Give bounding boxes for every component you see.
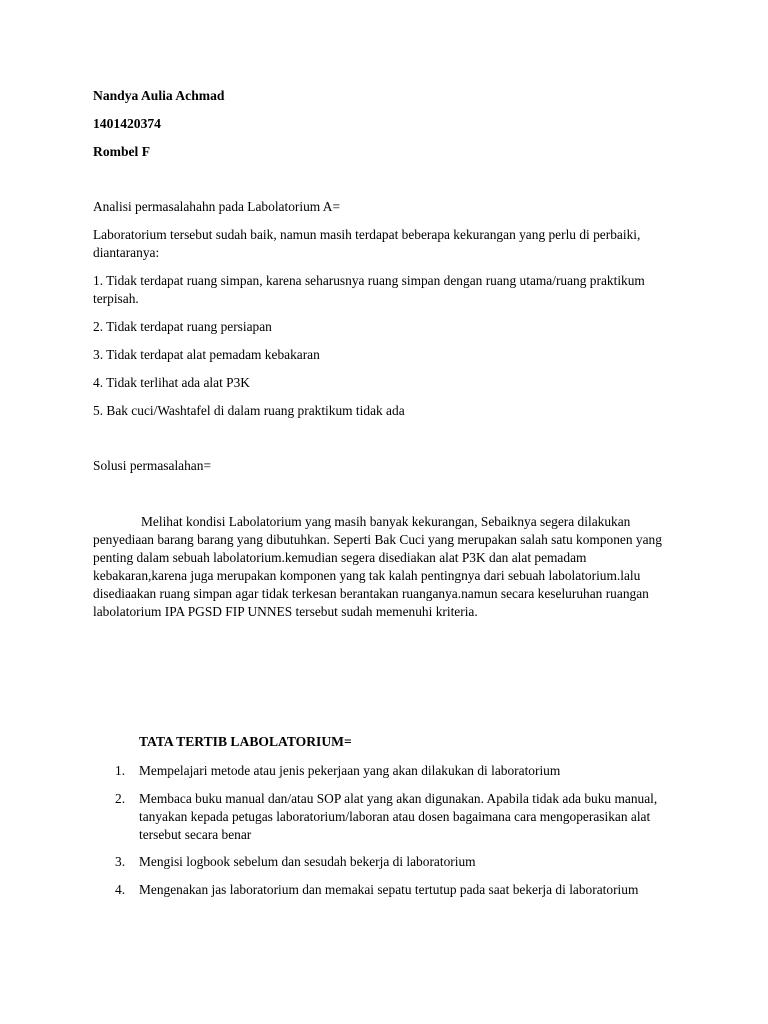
rule-item-2 [115, 790, 675, 844]
author-name: Nandya Aulia Achmad [93, 88, 225, 103]
solution-title: Solusi permasalahan= [93, 458, 211, 473]
rule-text: Mengenakan jas laboratorium dan memakai sepatu tertutup pada saat bekerja di laboratorium [139, 882, 639, 897]
solution-paragraph-text: Melihat kondisi Labolatorium yang masih banyak kekurangan, Sebaiknya segera dilakukan penyediaan barang barang yang dibutuhkan. Seperti Bak Cuci yang merupakan salah satu komponen yang penting dalam sebuah labolatorium.kemudian segera disediakan alat P3K dan alat pemadam kebakaran,karena juga merupakan komponen yang tak kalah pentingnya dari sebuah labolatorium.lalu disediaakan ruang simpan agar tidak terkesan berantakan ruanganya.namun secara keseluruhan ruangan labolatorium IPA PGSD FIP UNNES tersebut sudah memenuhi kriteria. [93, 514, 662, 619]
analysis-intro [93, 226, 683, 262]
solution-paragraph [93, 513, 683, 621]
analysis-intro-text: Laboratorium tersebut sudah baik, namun masih terdapat beberapa kekurangan yang perlu di perbaiki, diantaranya: [93, 227, 641, 260]
analysis-item-4: 4. Tidak terlihat ada alat P3K [93, 375, 250, 390]
rule-number: 3. [115, 854, 126, 869]
student-id: 1401420374 [93, 116, 161, 131]
rule-text: Membaca buku manual dan/atau SOP alat yang akan digunakan. Apabila tidak ada buku manual, tanyakan kepada petugas laboratorium/laboran atau dosen bagaimana cara mengoperasikan alat tersebut secara benar [139, 791, 658, 842]
rule-item-1 [115, 762, 675, 780]
analysis-item-5: 5. Bak cuci/Washtafel di dalam ruang praktikum tidak ada [93, 403, 405, 418]
analysis-title: Analisi permasalahahn pada Labolatorium A= [93, 199, 341, 214]
rules-title: TATA TERTIB LABOLATORIUM= [139, 734, 352, 749]
analysis-item-1 [93, 272, 683, 308]
rule-number: 2. [115, 791, 126, 806]
rule-item-4 [115, 881, 675, 899]
rombel-label: Rombel F [93, 144, 151, 159]
rule-number: 1. [115, 763, 126, 778]
analysis-item-3: 3. Tidak terdapat alat pemadam kebakaran [93, 347, 320, 362]
analysis-item-2: 2. Tidak terdapat ruang persiapan [93, 319, 272, 334]
rule-item-3 [115, 853, 675, 871]
analysis-item-text: 1. Tidak terdapat ruang simpan, karena seharusnya ruang simpan dengan ruang utama/ruang praktikum terpisah. [93, 273, 645, 306]
rule-number: 4. [115, 882, 126, 897]
rule-text: Mempelajari metode atau jenis pekerjaan yang akan dilakukan di laboratorium [139, 763, 561, 778]
rule-text: Mengisi logbook sebelum dan sesudah bekerja di laboratorium [139, 854, 476, 869]
